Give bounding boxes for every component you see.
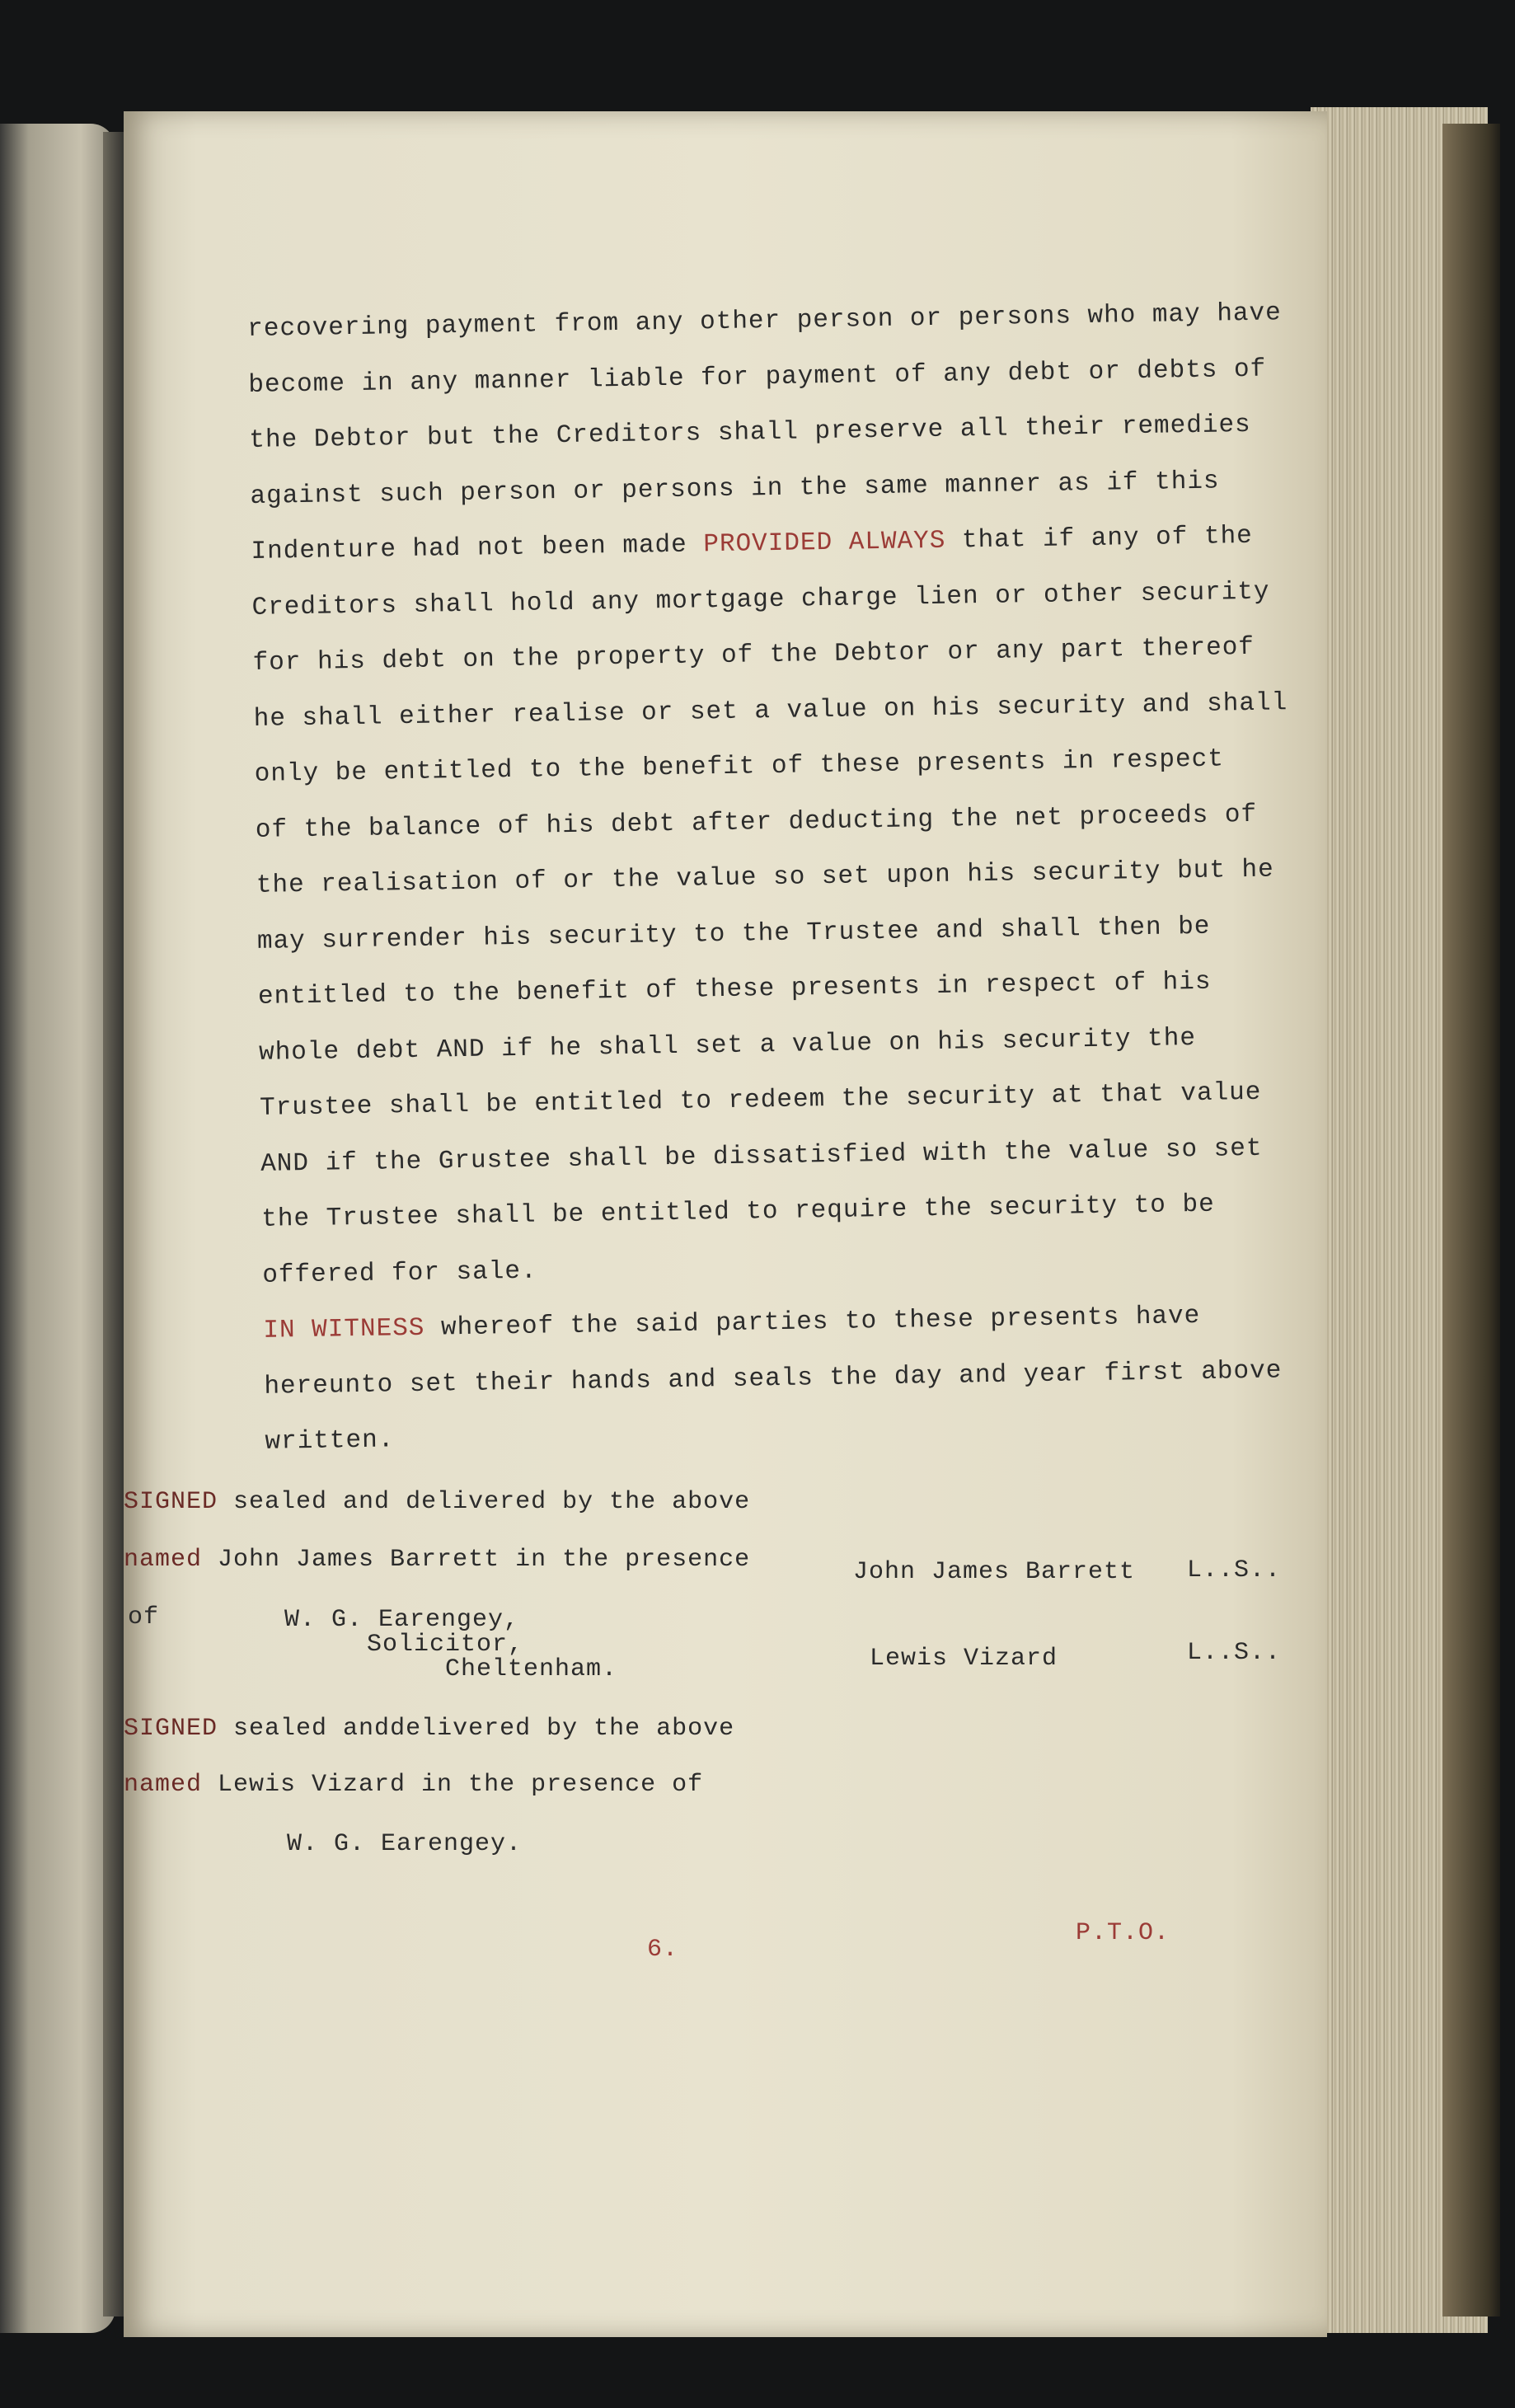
text-run: recovering payment from any other person or persons who may have — [247, 298, 1283, 344]
text-run: AND if the Grustee shall be dissatisfied with the value so set — [260, 1134, 1263, 1179]
text-run: that if any of the — [945, 521, 1254, 556]
seal-mark: L..S.. — [1187, 1639, 1282, 1667]
text-run: of the balance of his debt after deducting the net proceeds of — [255, 800, 1258, 845]
text-run: written. — [265, 1425, 395, 1457]
red-keyword: IN WITNESS — [263, 1313, 425, 1345]
witness1-line2: named John James Barrett in the presence — [124, 1546, 751, 1574]
text-run: Creditors shall hold any mortgage charge lien or other security — [251, 577, 1270, 622]
text-run: entitled to the benefit of these presents in respect of his — [257, 967, 1212, 1012]
body-text — [247, 297, 1320, 1481]
text-run: against such person or persons in the same manner as if this — [250, 467, 1220, 511]
page-number: 6. — [647, 1936, 679, 1964]
witness1-title: Solicitor, — [367, 1631, 524, 1659]
text-run: may surrender his security to the Trustee and shall then be — [256, 912, 1211, 956]
text-run: hereunto set their hands and seals the day and year first above — [264, 1355, 1283, 1401]
text-run: he shall either realise or set a value on his security and shall — [253, 688, 1288, 734]
witness1-place: Cheltenham. — [445, 1655, 618, 1683]
signed-label: SIGNED — [124, 1488, 218, 1516]
left-facing-page — [0, 124, 115, 2333]
red-keyword: PROVIDED ALWAYS — [703, 526, 946, 560]
text-run: Trustee shall be entitled to redeem the security at that value — [259, 1077, 1262, 1123]
text-run: the Trustee shall be entitled to require the security to be — [260, 1190, 1215, 1234]
witness1-name: W. G. Earengey, — [284, 1606, 520, 1634]
book-cover-edge — [1442, 124, 1500, 2316]
pto-mark: P.T.O. — [1076, 1919, 1170, 1947]
signatory-name: Lewis Vizard — [870, 1645, 1058, 1673]
signatory-name: John James Barrett — [853, 1558, 1136, 1586]
witness1-line1: SIGNED sealed and delivered by the above — [124, 1488, 751, 1516]
text-run: Indenture had not been made — [251, 530, 704, 566]
text-run: whereof the said parties to these presents have — [424, 1301, 1201, 1343]
text-run: whole debt AND if he shall set a value on his security the — [258, 1023, 1197, 1068]
seal-mark: L..S.. — [1187, 1556, 1282, 1584]
witness1-line3: of — [128, 1603, 160, 1631]
witness2-line1: SIGNED sealed anddelivered by the above — [124, 1715, 735, 1743]
witness2-line2: named Lewis Vizard in the presence of — [124, 1771, 704, 1799]
text-run: offered for sale. — [262, 1256, 537, 1290]
text-run: the realisation of or the value so set upon his security but he — [256, 855, 1275, 900]
text-run: for his debt on the property of the Debtor or any part thereof — [252, 632, 1255, 678]
witness2-name: W. G. Earengey. — [287, 1830, 523, 1858]
text-run: only be entitled to the benefit of these presents in respect — [254, 744, 1225, 789]
text-run: the Debtor but the Creditors shall preserve all their remedies — [249, 410, 1251, 455]
text-run: become in any manner liable for payment of any debt or debts of — [248, 354, 1267, 400]
